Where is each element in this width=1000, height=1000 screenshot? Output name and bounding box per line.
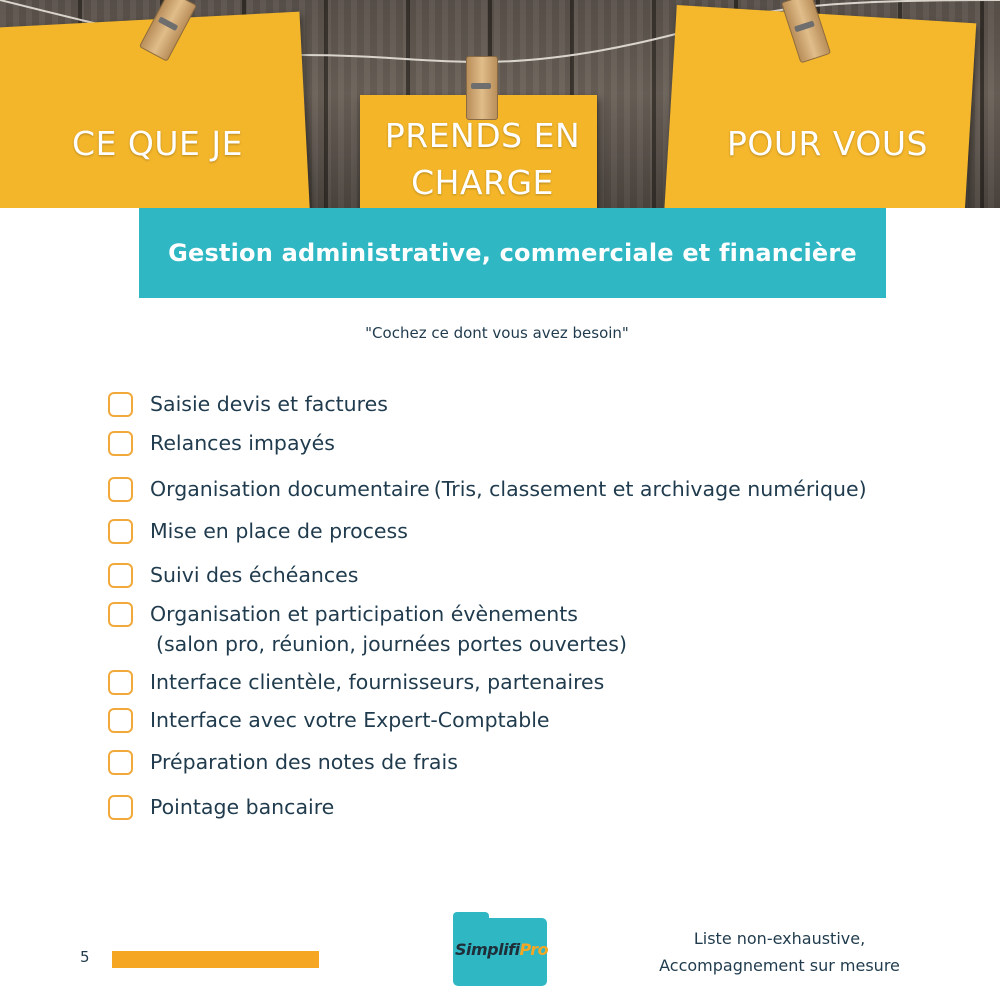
checklist-item[interactable] — [108, 477, 867, 503]
header-text-middle — [355, 112, 610, 206]
checkbox[interactable] — [108, 392, 133, 417]
checklist-item[interactable] — [108, 563, 358, 589]
checklist-label: Organisation documentaire — [150, 477, 430, 501]
checklist-item[interactable] — [108, 519, 408, 545]
checklist-label-note: (Tris, classement et archivage numérique) — [433, 477, 867, 501]
checklist-item[interactable] — [108, 431, 335, 457]
checkbox[interactable] — [108, 477, 133, 502]
logo-accent: Pro — [519, 940, 549, 959]
page-accent-bar — [112, 951, 319, 968]
checklist-item[interactable] — [108, 750, 458, 776]
footer-note — [612, 925, 947, 979]
checkbox[interactable] — [108, 795, 133, 820]
checklist-item[interactable] — [108, 392, 388, 418]
simplifipro-logo — [453, 918, 547, 986]
checklist-label: Saisie devis et factures — [150, 392, 388, 416]
footer-note-line1: Liste non-exhaustive, — [693, 929, 866, 948]
section-title: Gestion administrative, commerciale et financière — [168, 239, 857, 267]
checklist-label-sub: (salon pro, réunion, journées portes ouvertes) — [156, 632, 627, 656]
checklist-label: Interface avec votre Expert-Comptable — [150, 708, 550, 732]
checklist-label: Pointage bancaire — [150, 795, 335, 819]
checklist-label: Relances impayés — [150, 431, 335, 455]
checklist-label: Organisation et participation évènements — [150, 602, 578, 626]
checklist-label: Préparation des notes de frais — [150, 750, 458, 774]
header-text-left: CE QUE JE — [72, 124, 243, 163]
page-number: 5 — [80, 948, 90, 966]
checklist-item[interactable] — [108, 670, 604, 696]
logo-text — [455, 940, 549, 959]
checklist-item[interactable] — [108, 795, 334, 821]
header-photo-banner — [0, 0, 1000, 208]
header-text-right: POUR VOUS — [726, 124, 929, 163]
checklist-label-wrap — [150, 476, 867, 503]
checklist-label: Mise en place de process — [150, 519, 408, 543]
checklist-label-wrap — [150, 601, 627, 661]
checklist-item[interactable] — [108, 708, 550, 734]
header-text-middle-line1: PRENDS EN — [384, 116, 581, 155]
checklist-item[interactable] — [108, 602, 627, 661]
checkbox[interactable] — [108, 750, 133, 775]
header-text-middle-line2: CHARGE — [411, 163, 554, 202]
checkbox[interactable] — [108, 602, 133, 627]
checklist-label: Interface clientèle, fournisseurs, partenaires — [150, 670, 605, 694]
checklist-label: Suivi des échéances — [150, 563, 359, 587]
checkbox[interactable] — [108, 519, 133, 544]
checkbox[interactable] — [108, 431, 133, 456]
checkbox[interactable] — [108, 563, 133, 588]
checkbox[interactable] — [108, 708, 133, 733]
footer-note-line2: Accompagnement sur mesure — [659, 956, 900, 975]
instruction-text: "Cochez ce dont vous avez besoin" — [365, 324, 629, 342]
clothespin-icon — [466, 56, 498, 120]
section-title-bar — [139, 208, 886, 298]
checkbox[interactable] — [108, 670, 133, 695]
logo-main: Simplifi — [455, 940, 520, 959]
